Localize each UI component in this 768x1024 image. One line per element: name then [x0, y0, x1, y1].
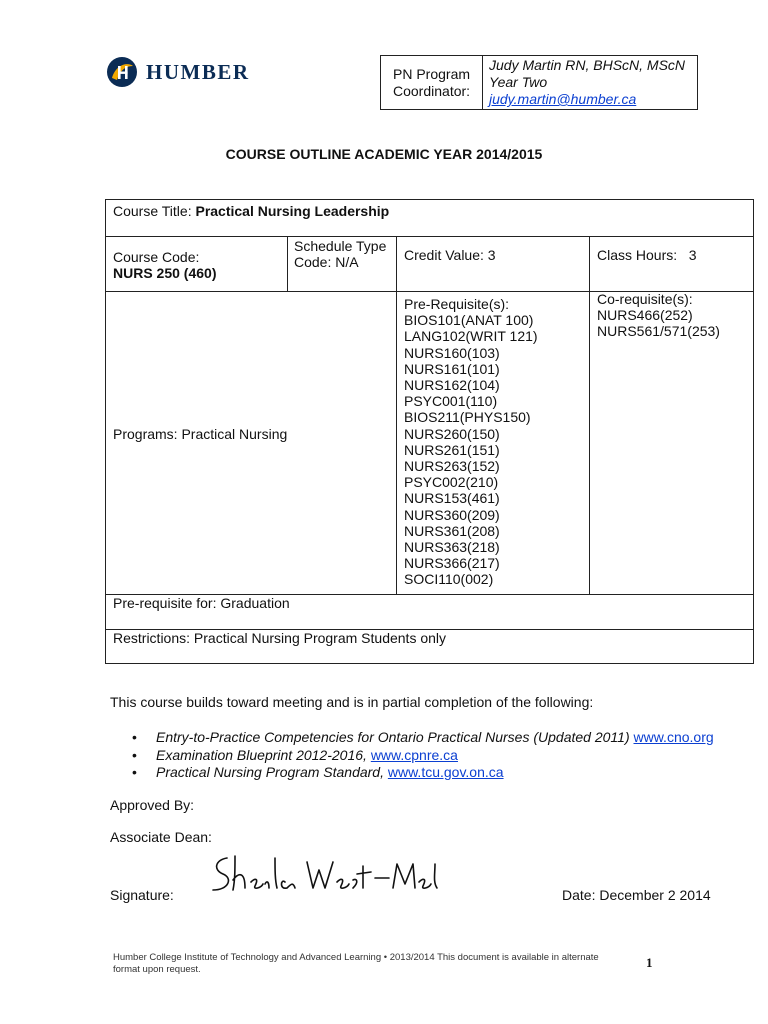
- logo-wordmark: HUMBER: [146, 60, 250, 84]
- list-item: • Entry-to-Practice Competencies for Ontario Practical Nurses (Updated 2011) www.cno.org: [132, 729, 714, 745]
- humber-emblem-icon: [106, 56, 138, 88]
- corequisite-item: NURS466(252): [597, 307, 693, 324]
- schedule-type-line1: Schedule Type: [294, 238, 387, 254]
- prerequisite-item: SOCI110(002): [404, 571, 494, 588]
- course-code-cell: [113, 249, 217, 281]
- coordinator-email-link[interactable]: judy.martin@humber.ca: [489, 91, 637, 107]
- class-hours: Class Hours: 3: [597, 247, 697, 263]
- prerequisite-for: Pre-requisite for: Graduation: [113, 595, 290, 611]
- prerequisite-item: NURS363(218): [404, 539, 500, 556]
- credit-value: Credit Value: 3: [404, 247, 496, 263]
- prerequisite-item: PSYC002(210): [404, 474, 499, 491]
- signature-label: Signature:: [110, 887, 174, 903]
- course-code-value: NURS 250 (460): [113, 265, 217, 282]
- schedule-type-cell: [294, 238, 386, 270]
- handwritten-signature: [205, 850, 445, 900]
- list-item: • Examination Blueprint 2012-2016, www.cpnre.ca: [132, 746, 458, 763]
- coordinator-year: Year Two: [489, 74, 548, 90]
- intro-text: This course builds toward meeting and is in partial completion of the following:: [110, 694, 594, 710]
- bullet-icon: •: [132, 729, 137, 745]
- coordinator-label: PN Program Coordinator:: [381, 56, 483, 110]
- prerequisite-item: NURS361(208): [404, 522, 500, 539]
- bullet-icon: •: [132, 764, 137, 780]
- signature-date: Date: December 2 2014: [562, 887, 711, 903]
- competency-list: [132, 729, 714, 782]
- prerequisite-item: NURS161(101): [404, 360, 500, 377]
- cno-link[interactable]: www.cno.org: [633, 729, 714, 745]
- corequisite-item: NURS561/571(253): [597, 323, 720, 340]
- prerequisites-cell: [404, 296, 538, 588]
- course-code-label: Course Code:: [113, 249, 200, 265]
- corequisites-label: Co-requisite(s):: [597, 291, 693, 307]
- course-title-value: Practical Nursing Leadership: [195, 203, 390, 219]
- prerequisite-item: LANG102(WRIT 121): [404, 328, 538, 345]
- page-title: COURSE OUTLINE ACADEMIC YEAR 2014/2015: [225, 146, 543, 162]
- course-info-table: [105, 199, 754, 664]
- restrictions: Restrictions: Practical Nursing Program Students only: [113, 630, 447, 646]
- prerequisite-item: NURS260(150): [404, 425, 500, 442]
- schedule-type-line2: Code: N/A: [294, 254, 359, 271]
- humber-logo: [106, 56, 266, 92]
- prerequisite-item: BIOS101(ANAT 100): [404, 312, 534, 329]
- list-item: • Practical Nursing Program Standard, www.tcu.gov.on.ca: [132, 764, 504, 780]
- prerequisite-item: NURS366(217): [404, 555, 500, 572]
- prerequisite-item: NURS162(104): [404, 377, 500, 394]
- approved-by: Approved By:: [110, 797, 195, 813]
- bullet-icon: •: [132, 746, 137, 763]
- prerequisite-item: NURS360(209): [404, 506, 500, 523]
- prerequisite-item: NURS153(461): [404, 490, 500, 507]
- page-number: 1: [646, 955, 653, 970]
- prerequisite-item: NURS263(152): [404, 458, 500, 475]
- coordinator-box: [380, 55, 698, 110]
- course-title-label: Course Title:: [113, 203, 192, 219]
- programs: Programs: Practical Nursing: [113, 426, 288, 442]
- corequisites-cell: [597, 291, 720, 340]
- prerequisite-item: NURS160(103): [404, 344, 500, 361]
- tcu-link[interactable]: www.tcu.gov.on.ca: [387, 764, 504, 780]
- cpnre-link[interactable]: www.cpnre.ca: [370, 746, 458, 763]
- footer-note: Humber College Institute of Technology and Advanced Learning • 2013/2014 This document is available in alternate format upon request.: [113, 952, 599, 975]
- prerequisite-item: PSYC001(110): [404, 393, 498, 410]
- associate-dean: Associate Dean:: [110, 829, 212, 845]
- prerequisites-label: Pre-Requisite(s):: [404, 296, 510, 312]
- prerequisite-item: BIOS211(PHYS150): [404, 409, 531, 426]
- coordinator-name: Judy Martin RN, BHScN, MScN: [489, 57, 686, 73]
- course-title-cell: [113, 203, 389, 219]
- prerequisite-item: NURS261(151): [404, 441, 500, 458]
